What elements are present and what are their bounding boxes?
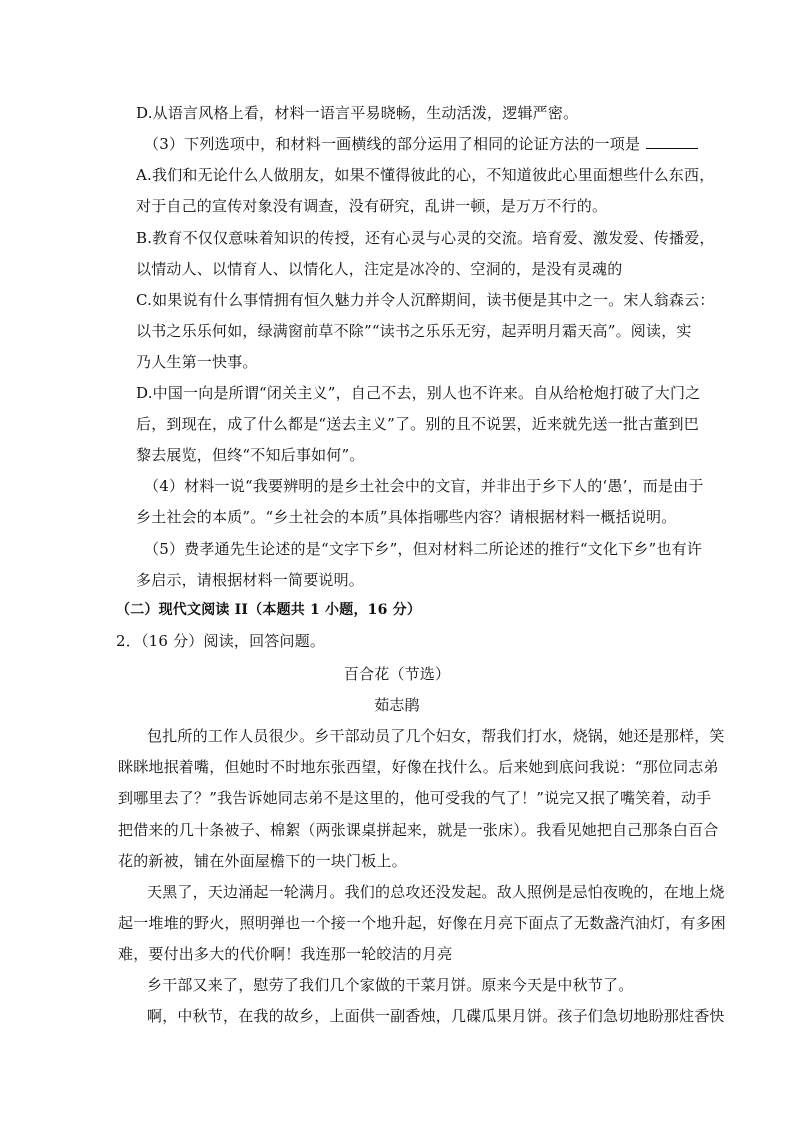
q5-line-1: （5）费孝通先生论述的是“文字下乡”，但对材料二所论述的推行“文化下乡”也有许	[144, 540, 703, 558]
q3-option-a-line-1: A.我们和无论什么人做朋友，如果不懂得彼此的心，不知道彼此心里面想些什么东西，	[136, 166, 715, 184]
q3-stem	[144, 134, 698, 154]
q4-line-2: 乡土社会的本质”。“乡土社会的本质”具体指哪些内容？请根据材料一概括说明。	[136, 508, 677, 526]
q3-stem-text: （3）下列选项中，和材料一画横线的部分运用了相同的论证方法的一项是	[144, 135, 641, 153]
q3-option-c-line-3: 乃人生第一快事。	[136, 353, 258, 371]
passage-p1-line-2: 眯眯地抿着嘴，但她时不时地东张西望，好像在找什么。后来她到底问我说：“那位同志弟	[118, 758, 719, 776]
answer-blank	[646, 134, 698, 149]
q3-option-b-line-1: B.教育不仅仅意味着知识的传授，还有心灵与心灵的交流。培育爱、激发爱、传播爱，	[136, 229, 715, 247]
passage-p4: 啊，中秋节，在我的故乡，上面供一副香烛，几碟瓜果月饼。孩子们急切地盼那炷香快	[147, 1007, 725, 1025]
passage-p1-line-4: 把借来的几十条被子、棉絮（两张课桌拼起来，就是一张床）。我看见她把自己那条白百合	[118, 821, 719, 839]
q3-option-c-line-1: C.如果说有什么事情拥有恒久魅力并令人沉醉期间，读书便是其中之一。宋人翁森云：	[136, 291, 715, 309]
passage-p1-line-3: 到哪里去了？”我告诉她同志弟不是这里的，他可受我的气了！”说完又抿了嘴笑着，动手	[118, 789, 712, 807]
passage-p2-line-1: 天黑了，天边涌起一轮满月。我们的总攻还没发起。敌人照例是忌怕夜晚的，在地上烧	[147, 883, 725, 901]
question-2-heading: 2．（16 分）阅读，回答问题。	[116, 632, 326, 650]
q3-option-c-line-2: 以书之乐乐何如，绿满窗前草不除”“读书之乐乐无穷，起弄明月霜天高”。阅读，实	[136, 322, 692, 340]
q3-option-d-line-3: 黎去展览，但终“不知后事如何”。	[136, 446, 365, 464]
section-heading: （二）现代文阅读 II（本题共 1 小题，16 分）	[116, 602, 422, 618]
passage-p2-line-3: 难，要付出多大的代价啊！我连那一轮皎洁的月亮	[118, 945, 453, 963]
q3-option-d-line-1: D.中国一向是所谓“闭关主义”，自己不去，别人也不许来。自从给枪炮打破了大门之	[136, 384, 701, 402]
q4-line-1: （4）材料一说“我要辨明的是乡土社会中的文盲，并非出于乡下人的‘愚’，而是由于	[144, 477, 704, 495]
passage-p1-line-5: 花的新被，铺在外面屋檐下的一块门板上。	[118, 852, 407, 870]
passage-p1-line-1: 包扎所的工作人员很少。乡干部动员了几个妇女，帮我们打水，烧锅，她还是那样，笑	[147, 727, 725, 745]
passage-p3: 乡干部又来了，慰劳了我们几个家做的干菜月饼。原来今天是中秋节了。	[147, 976, 634, 994]
q3-option-d-line-2: 后，到现在，成了什么都是“送去主义”了。别的且不说罢，近来就先送一批古董到巴	[136, 415, 699, 433]
q3-option-a-line-2: 对于自己的宣传对象没有调查，没有研究，乱讲一顿，是万万不行的。	[136, 197, 608, 215]
q5-line-2: 多启示，请根据材料一简要说明。	[136, 571, 365, 589]
passage-author: 茹志鹃	[374, 696, 420, 714]
passage-title: 百合花（节选）	[343, 665, 451, 683]
q3-option-b-line-2: 以情动人、以情育人、以情化人，注定是冰冷的、空洞的，是没有灵魂的	[136, 260, 623, 278]
q1-option-d: D.从语言风格上看，材料一语言平易晓畅，生动活泼，逻辑严密。	[136, 104, 579, 122]
passage-p2-line-2: 起一堆堆的野火，照明弹也一个接一个地升起，好像在月亮下面点了无数盏汽油灯，有多困	[118, 914, 727, 932]
